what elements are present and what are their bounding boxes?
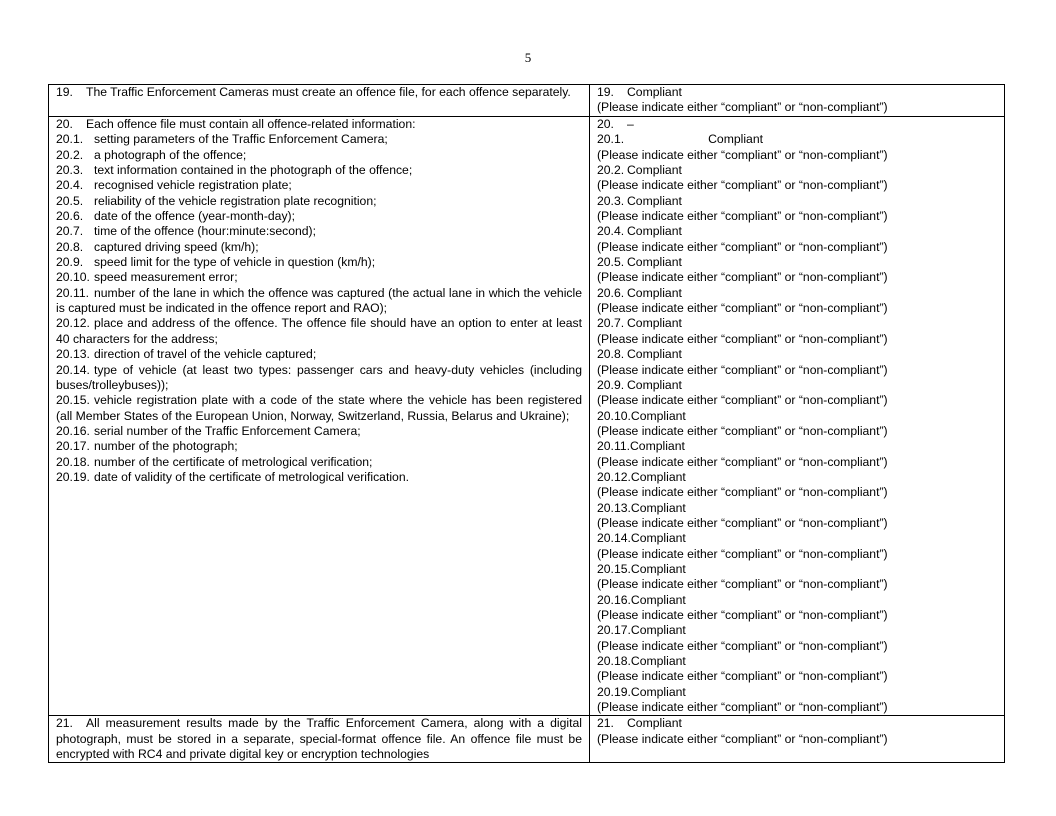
compliance-instruction: (Please indicate either “compliant” or “non-compliant”) xyxy=(597,669,888,684)
response-subitem: 20.11.Compliant xyxy=(597,439,685,454)
compliance-status: Compliant xyxy=(630,469,686,484)
requirement-text: All measurement results made by the Traffic Enforcement Camera, along with a digital photograph, must be stored in a separate, special-format offence file. An offence file must be encrypted with RC4 and private digital key or encryption technologies xyxy=(56,716,582,762)
response-subitem: 20.7. Compliant xyxy=(597,316,682,331)
response-subitem: 20.17.Compliant xyxy=(597,623,686,638)
compliance-status: Compliant xyxy=(630,408,686,423)
response-subitem: 20.9. Compliant xyxy=(597,377,682,392)
response-subitem: 20.6. Compliant xyxy=(597,285,682,300)
compliance-instruction: (Please indicate either “compliant” or “non-compliant”) xyxy=(597,362,888,377)
response-cell-21 xyxy=(590,716,1005,763)
response-subitem: 20.3. Compliant xyxy=(597,193,682,208)
compliance-instruction: (Please indicate either “compliant” or “non-compliant”) xyxy=(597,301,888,316)
compliance-status: Compliant xyxy=(627,316,682,331)
compliance-status: Compliant xyxy=(630,500,686,515)
requirement-subitem: 20.14. type of vehicle (at least two types: passenger cars and heavy-duty vehicles (including buses/trolleybuses)); xyxy=(56,362,582,392)
compliance-status: Compliant xyxy=(627,255,682,270)
compliance-status: Compliant xyxy=(630,531,686,546)
requirement-subitem: 20.18. number of the certificate of metrological verification; xyxy=(56,454,373,469)
response-number: 21. xyxy=(597,716,614,731)
compliance-instruction: (Please indicate either “compliant” or “non-compliant”) xyxy=(597,608,888,622)
requirement-subitem: 20.11. number of the lane in which the offence was captured (the actual lane in which the vehicle is captured must be indicated in the offence report and RAO); xyxy=(56,285,582,316)
requirement-subitem: 20.13. direction of travel of the vehicle captured; xyxy=(56,347,317,362)
requirement-subitem: 20.10. speed measurement error; xyxy=(56,270,238,285)
response-subitem: 20.8. Compliant xyxy=(597,347,682,362)
compliance-status: Compliant xyxy=(627,224,682,239)
compliance-instruction: (Please indicate either “compliant” or “non-compliant”) xyxy=(597,546,888,561)
compliance-status: Compliant xyxy=(630,654,686,669)
page-number: 5 xyxy=(524,50,532,65)
requirement-subitem: 20.2. a photograph of the offence; xyxy=(56,147,247,162)
compliance-status: Compliant xyxy=(627,285,682,300)
compliance-instruction: (Please indicate either “compliant” or “non-compliant”) xyxy=(597,577,888,592)
compliance-status: Compliant xyxy=(627,347,682,362)
response-subitem: 20.15.Compliant xyxy=(597,561,686,576)
requirement-subitem: 20.9. speed limit for the type of vehicle in question (km/h); xyxy=(56,255,376,270)
requirement-subitem: 20.19. date of validity of the certificate of metrological verification. xyxy=(56,469,409,484)
response-cell-19 xyxy=(590,85,1005,117)
response-subitem: 20.5. Compliant xyxy=(597,255,682,270)
response-subitem: 20.2. Compliant xyxy=(597,163,682,178)
compliance-instruction: (Please indicate either “compliant” or “non-compliant”) xyxy=(597,731,888,746)
compliance-status: Compliant xyxy=(630,623,686,638)
table-row-20 xyxy=(49,117,1005,716)
compliance-instruction: (Please indicate either “compliant” or “non-compliant”) xyxy=(597,423,888,438)
compliance-instruction: (Please indicate either “compliant” or “non-compliant”) xyxy=(597,239,888,254)
compliance-instruction: (Please indicate either “compliant” or “non-compliant”) xyxy=(597,331,888,346)
compliance-instruction: (Please indicate either “compliant” or “non-compliant”) xyxy=(597,178,888,193)
requirement-subitem: 20.16. serial number of the Traffic Enforcement Camera; xyxy=(56,423,361,438)
requirement-number: 19. xyxy=(56,85,73,99)
response-subitem: 20.18.Compliant xyxy=(597,654,686,669)
requirement-cell-20 xyxy=(49,117,590,716)
compliance-status: Compliant xyxy=(630,592,686,607)
table-row-19 xyxy=(49,85,1005,117)
response-cell-20 xyxy=(590,117,1005,716)
response-subitem: 20.13.Compliant xyxy=(597,500,686,515)
compliance-instruction: (Please indicate either “compliant” or “non-compliant”) xyxy=(597,515,888,530)
compliance-instruction: (Please indicate either “compliant” or “non-compliant”) xyxy=(597,454,888,469)
compliance-instruction: (Please indicate either “compliant” or “non-compliant”) xyxy=(597,209,888,224)
compliance-status: Compliant xyxy=(627,85,682,99)
requirement-subitem: 20.7. time of the offence (hour:minute:second); xyxy=(56,224,316,239)
response-subitem: 20.4. Compliant xyxy=(597,224,682,239)
requirement-subitem: 20.5. reliability of the vehicle registration plate recognition; xyxy=(56,193,377,208)
response-number: 19. xyxy=(597,85,614,99)
compliance-instruction: (Please indicate either “compliant” or “non-compliant”) xyxy=(597,270,888,285)
requirement-subitem: 20.12. place and address of the offence. The offence file should have an option to enter at least 40 characters for the address; xyxy=(56,316,582,346)
compliance-instruction: (Please indicate either “compliant” or “non-compliant”) xyxy=(597,147,888,162)
compliance-instruction: (Please indicate either “compliant” or “non-compliant”) xyxy=(597,485,888,500)
requirement-subitem: 20.3. text information contained in the photograph of the offence; xyxy=(56,163,413,178)
compliance-status: Compliant xyxy=(630,684,686,699)
compliance-status: Compliant xyxy=(627,193,682,208)
compliance-status: Compliant xyxy=(630,561,686,576)
response-subitem: 20.14.Compliant xyxy=(597,531,686,546)
requirement-cell-21 xyxy=(49,716,590,763)
requirement-cell-19 xyxy=(49,85,590,117)
requirement-subitem: 20.15. vehicle registration plate with a code of the state where the vehicle has been registered (all Member States of the European Union, Norway, Switzerland, Russia, Belarus and Ukraine); xyxy=(56,393,582,423)
requirement-text: Each offence file must contain all offence-related information: xyxy=(86,117,416,131)
compliance-instruction: (Please indicate either “compliant” or “non-compliant”) xyxy=(597,393,888,408)
requirement-subitem: 20.8. captured driving speed (km/h); xyxy=(56,239,259,254)
requirement-number: 21. xyxy=(56,716,73,731)
response-subitem: 20.12.Compliant xyxy=(597,469,686,484)
table-row-21 xyxy=(49,716,1005,763)
compliance-status: Compliant xyxy=(627,163,682,178)
requirement-subitem: 20.17. number of the photograph; xyxy=(56,439,238,454)
compliance-instruction: (Please indicate either “compliant” or “non-compliant”) xyxy=(597,700,888,715)
compliance-instruction: (Please indicate either “compliant” or “non-compliant”) xyxy=(597,100,888,115)
requirement-subitem: 20.4. recognised vehicle registration plate; xyxy=(56,178,292,193)
response-subitem: 20.16.Compliant xyxy=(597,592,686,607)
response-subitem: 20.19.Compliant xyxy=(597,684,686,699)
compliance-status: – xyxy=(627,117,634,131)
compliance-status: Compliant xyxy=(708,132,763,147)
response-subitem: 20.10.Compliant xyxy=(597,408,686,423)
requirement-text: The Traffic Enforcement Cameras must create an offence file, for each offence separately. xyxy=(86,85,571,99)
requirement-subitem: 20.1. setting parameters of the Traffic Enforcement Camera; xyxy=(56,132,388,147)
response-number: 20. xyxy=(597,117,614,131)
requirements-compliance-table xyxy=(48,84,1005,763)
compliance-status: Compliant xyxy=(629,439,685,454)
response-subitem: 20.1. Compliant xyxy=(597,132,763,147)
compliance-instruction: (Please indicate either “compliant” or “non-compliant”) xyxy=(597,638,888,653)
compliance-status: Compliant xyxy=(627,716,682,731)
compliance-status: Compliant xyxy=(627,377,682,392)
requirement-number: 20. xyxy=(56,117,73,131)
requirement-subitem: 20.6. date of the offence (year-month-day); xyxy=(56,209,295,224)
